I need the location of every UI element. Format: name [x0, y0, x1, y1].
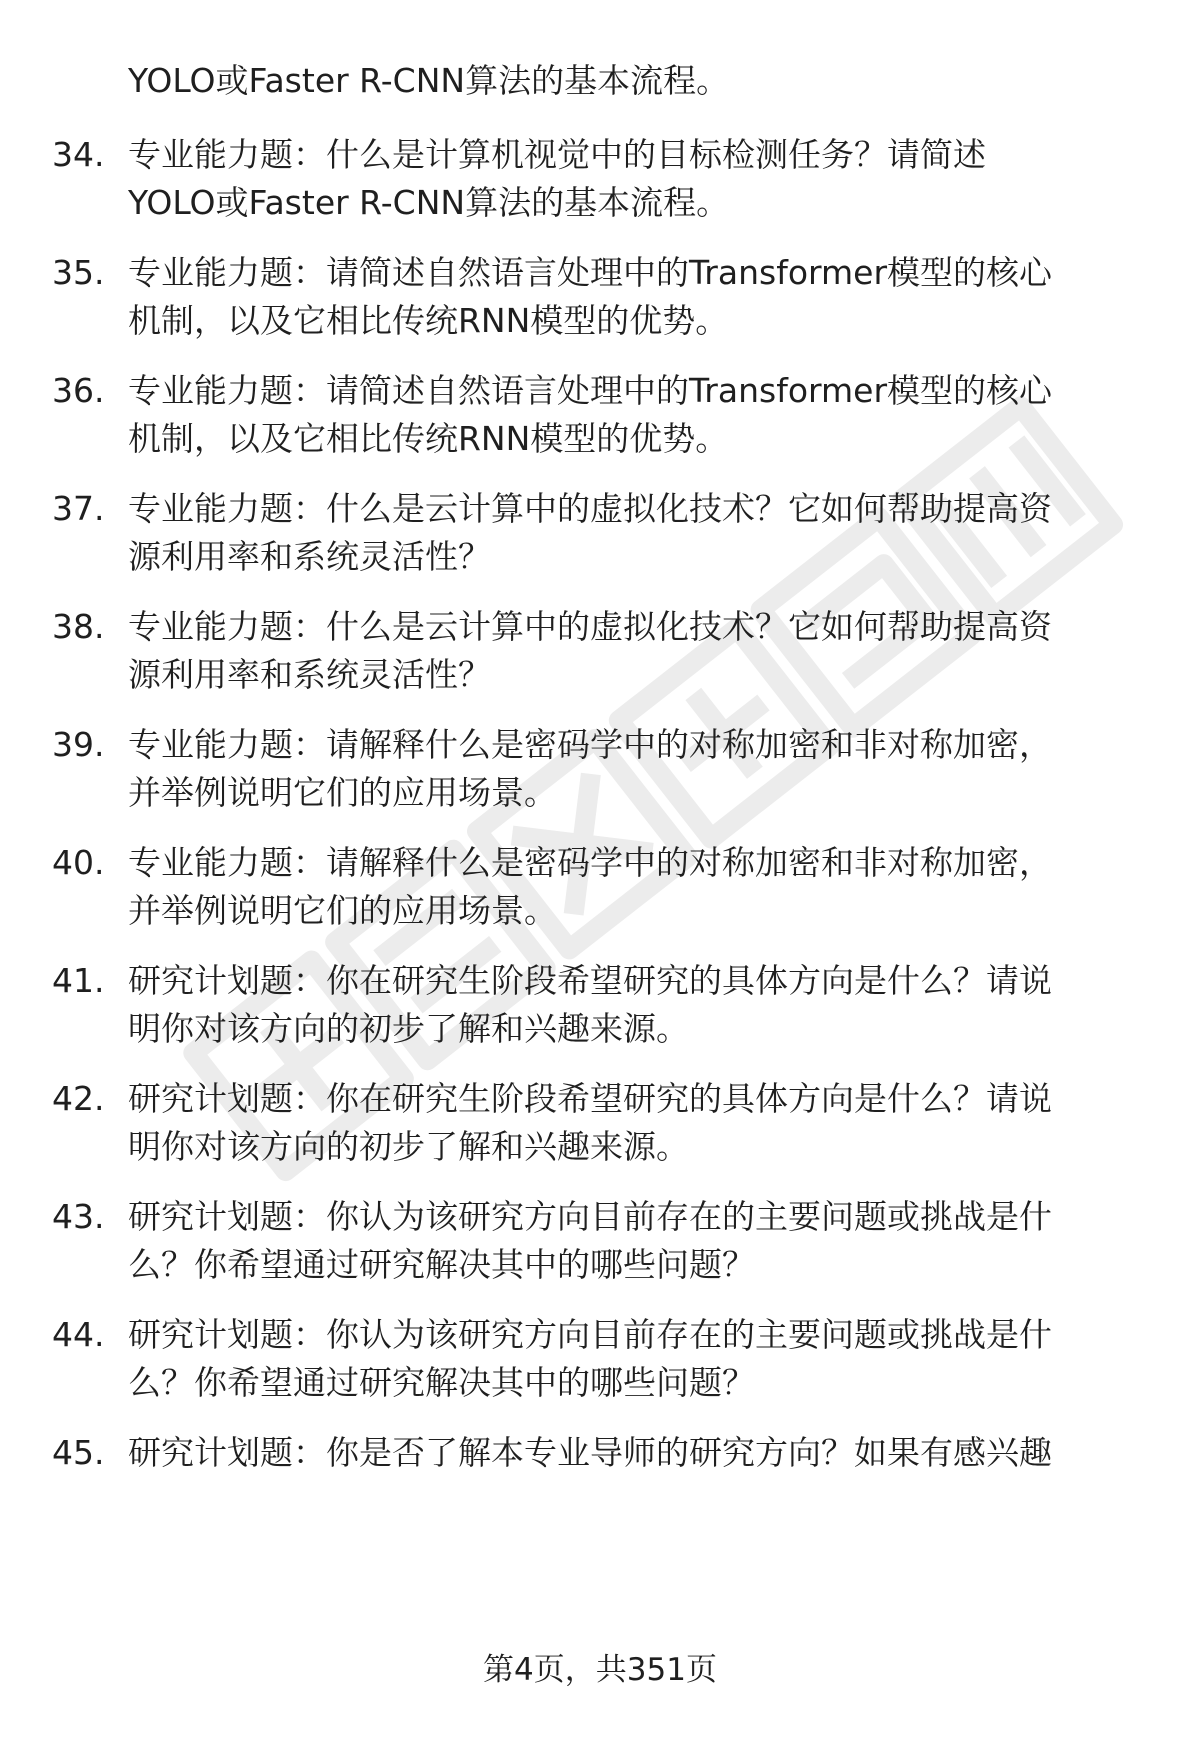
continuation-line: YOLO或Faster R-CNN算法的基本流程。 — [128, 61, 730, 100]
question-number: 41. — [52, 961, 105, 1000]
question-text-line: 专业能力题：请解释什么是密码学中的对称加密和非对称加密， — [128, 725, 1052, 764]
question-text-line: 并举例说明它们的应用场景。 — [128, 891, 557, 930]
question-text-line: 么？你希望通过研究解决其中的哪些问题？ — [128, 1363, 755, 1402]
question-text-line: 明你对该方向的初步了解和兴趣来源。 — [128, 1009, 689, 1048]
question-number: 37. — [52, 489, 105, 528]
question-text-line: 并举例说明它们的应用场景。 — [128, 773, 557, 812]
question-text-line: 研究计划题：你在研究生阶段希望研究的具体方向是什么？请说 — [128, 1079, 1052, 1118]
question-number: 34. — [52, 135, 105, 174]
question-text-line: 专业能力题：什么是云计算中的虚拟化技术？它如何帮助提高资 — [128, 489, 1052, 528]
question-text-line: 源利用率和系统灵活性？ — [128, 537, 491, 576]
question-number: 36. — [52, 371, 105, 410]
question-number: 43. — [52, 1197, 105, 1236]
question-text-line: 专业能力题：请简述自然语言处理中的Transformer模型的核心 — [128, 253, 1053, 292]
question-text-line: 专业能力题：请解释什么是密码学中的对称加密和非对称加密， — [128, 843, 1052, 882]
question-text-line: 研究计划题：你是否了解本专业导师的研究方向？如果有感兴趣 — [128, 1433, 1052, 1472]
question-text-line: 专业能力题：什么是云计算中的虚拟化技术？它如何帮助提高资 — [128, 607, 1052, 646]
question-number: 38. — [52, 607, 105, 646]
question-text-line: YOLO或Faster R-CNN算法的基本流程。 — [128, 183, 730, 222]
question-text-line: 机制，以及它相比传统RNN模型的优势。 — [128, 419, 729, 458]
question-number: 45. — [52, 1433, 105, 1472]
question-text-line: 研究计划题：你在研究生阶段希望研究的具体方向是什么？请说 — [128, 961, 1052, 1000]
question-text-line: 研究计划题：你认为该研究方向目前存在的主要问题或挑战是什 — [128, 1315, 1052, 1354]
question-number: 39. — [52, 725, 105, 764]
question-number: 40. — [52, 843, 105, 882]
question-text-line: 专业能力题：什么是计算机视觉中的目标检测任务？请简述 — [128, 135, 986, 174]
question-text-line: 研究计划题：你认为该研究方向目前存在的主要问题或挑战是什 — [128, 1197, 1052, 1236]
page-footer: 第4页，共351页 — [483, 1652, 717, 1688]
question-text-line: 么？你希望通过研究解决其中的哪些问题？ — [128, 1245, 755, 1284]
question-text-line: 专业能力题：请简述自然语言处理中的Transformer模型的核心 — [128, 371, 1053, 410]
question-text-line: 明你对该方向的初步了解和兴趣来源。 — [128, 1127, 689, 1166]
question-number: 44. — [52, 1315, 105, 1354]
question-text-line: 机制，以及它相比传统RNN模型的优势。 — [128, 301, 729, 340]
question-text-line: 源利用率和系统灵活性？ — [128, 655, 491, 694]
question-number: 35. — [52, 253, 105, 292]
question-number: 42. — [52, 1079, 105, 1118]
